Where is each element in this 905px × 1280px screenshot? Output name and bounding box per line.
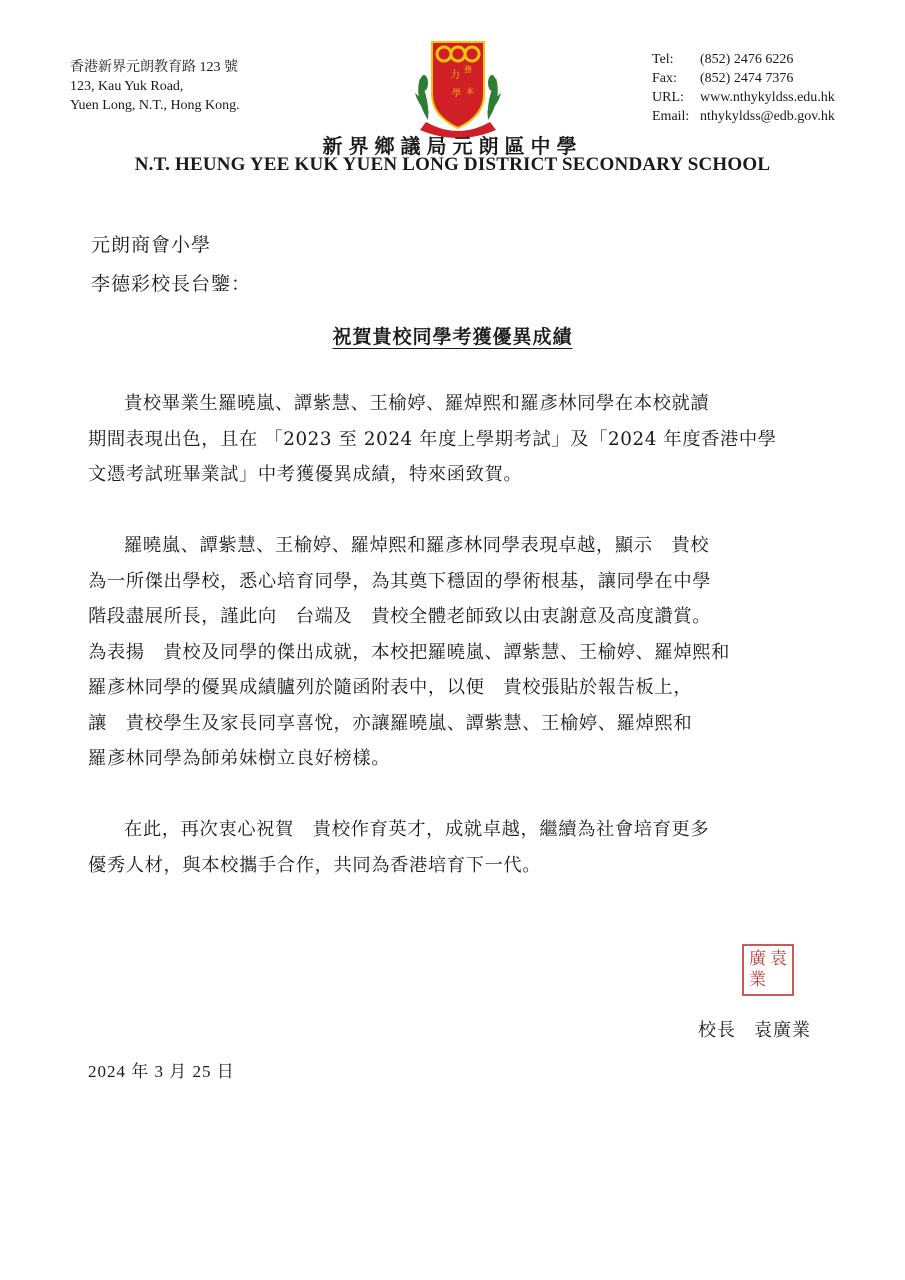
contact-url xyxy=(652,88,835,107)
contact-value: (852) 2474 7376 xyxy=(700,71,794,86)
school-name-zh: 新界鄉議局元朗區中學 xyxy=(322,134,583,158)
paragraph-line: 羅彥林同學為師弟妹樹立良好榜樣。 xyxy=(88,748,391,769)
logo-char-3: 學 xyxy=(452,89,462,99)
paragraph-line: 在此，再次衷心祝賀 貴校作育英才，成就卓越，繼續為社會培育更多 xyxy=(124,819,710,840)
letter-date: 2024 年 3 月 25 日 xyxy=(88,1062,235,1081)
signature-title: 校長 xyxy=(698,1020,736,1041)
paragraph-line: 羅曉嵐、譚紫慧、王榆婷、羅焯熙和羅彥林同學表現卓越，顯示 貴校 xyxy=(124,535,710,556)
paragraph-line: 貴校畢業生羅曉嵐、譚紫慧、王榆婷、羅焯熙和羅彥林同學在本校就讀 xyxy=(124,393,710,414)
recipient-block xyxy=(91,226,251,304)
subject-text: 祝賀貴校同學考獲優異成績 xyxy=(332,326,573,348)
address-line-zh: 香港新界元朗教育路 123 號 xyxy=(70,60,238,75)
contact-tel xyxy=(652,50,835,69)
logo-char-4: 本 xyxy=(466,87,474,96)
paragraph-line: 羅彥林同學的優異成績臚列於隨函附表中，以便 貴校張貼於報告板上， xyxy=(88,677,693,698)
seal-char: 業 xyxy=(749,970,766,990)
paragraph-line: 讓 貴校學生及家長同享喜悅，亦讓羅曉嵐、譚紫慧、王榆婷、羅焯熙和 xyxy=(88,712,693,734)
paragraph-2 xyxy=(88,528,823,777)
address-line-en-1: 123, Kau Yuk Road, xyxy=(70,79,184,94)
contact-label: Fax: xyxy=(652,71,677,86)
paragraph-3 xyxy=(88,812,823,883)
recipient-school: 元朗商會小學 xyxy=(91,234,212,256)
contact-label: Tel: xyxy=(652,52,674,67)
address-line-en-2: Yuen Long, N.T., Hong Kong. xyxy=(70,98,240,113)
paragraph-line: 為表揚 貴校及同學的傑出成就，本校把羅曉嵐、譚紫慧、王榆婷、羅焯熙和 xyxy=(88,641,730,663)
logo-char-2: 務 xyxy=(464,65,472,74)
contact-label: URL: xyxy=(652,90,684,105)
contact-block xyxy=(652,50,835,126)
paragraph-line: 階段盡展所長，謹此向 台端及 貴校全體老師致以由衷謝意及高度讚賞。 xyxy=(88,606,712,627)
school-name-en: N.T. HEUNG YEE KUK YUEN LONG DISTRICT SECONDARY SCHOOL xyxy=(134,154,771,175)
signature-block xyxy=(698,1016,811,1042)
seal-char: 廣 xyxy=(749,949,766,969)
paragraph-line: 為一所傑出學校，悉心培育同學，為其奠下穩固的學術根基，讓同學在中學 xyxy=(88,570,712,592)
paragraph-line: 期間表現出色，且在 「2023 至 2024 年度上學期考試」及「2024 年度香港中學 xyxy=(88,428,777,450)
contact-value: nthykyldss@edb.gov.hk xyxy=(700,109,835,124)
principal-seal-stamp xyxy=(742,944,794,996)
seal-char xyxy=(768,970,789,991)
contact-fax xyxy=(652,69,835,88)
signature-name: 袁廣業 xyxy=(754,1020,811,1041)
recipient-salutation: 李德彩校長台鑒： xyxy=(91,273,252,295)
contact-email xyxy=(652,107,835,126)
letter-subject xyxy=(0,322,905,349)
school-crest-logo xyxy=(412,38,504,140)
contact-label: Email: xyxy=(652,109,690,124)
seal-char: 袁 xyxy=(770,949,787,969)
contact-value: www.nthykyldss.edu.hk xyxy=(700,90,835,105)
paragraph-line: 文憑考試班畢業試」中考獲優異成績，特來函致賀。 xyxy=(88,464,523,485)
logo-char-1: 力 xyxy=(450,70,460,81)
paragraph-1 xyxy=(88,386,823,493)
school-address xyxy=(70,58,240,115)
contact-value: (852) 2476 6226 xyxy=(700,52,794,67)
paragraph-line: 優秀人材，與本校攜手合作，共同為香港培育下一代。 xyxy=(88,854,542,876)
